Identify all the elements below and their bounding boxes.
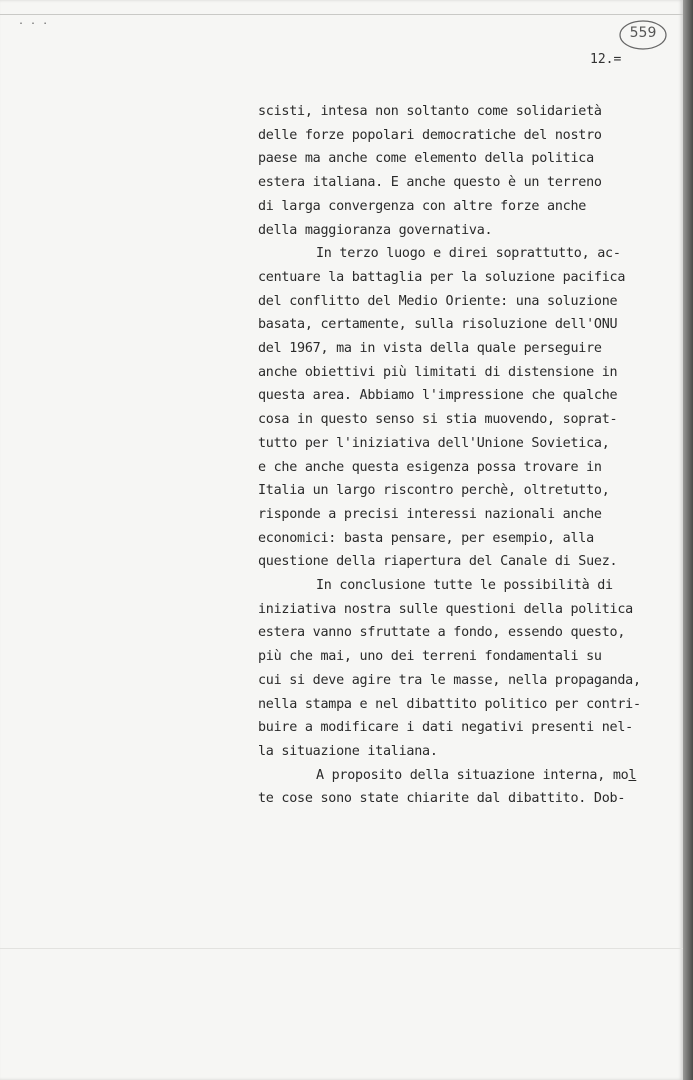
text-line-start: A proposito della situazione interna, mo — [316, 767, 629, 783]
text-line: delle forze popolari democratiche del nostro — [258, 127, 602, 143]
text-line: della maggioranza governativa. — [258, 222, 493, 238]
text-line: basata, certamente, sulla risoluzione dell'ONU — [258, 317, 618, 333]
page-edge-shadow — [683, 0, 693, 1080]
text-line: Italia un largo riscontro perchè, oltretutto, — [258, 483, 610, 499]
text-line: e che anche questa esigenza possa trovare in — [258, 459, 602, 475]
text-line: tutto per l'iniziativa dell'Unione Sovietica, — [258, 435, 610, 451]
bottom-rule — [0, 948, 683, 949]
body-text — [258, 100, 678, 811]
text-line: cosa in questo senso si stia muovendo, soprat- — [258, 412, 618, 428]
archive-number: 559 — [629, 25, 657, 41]
text-line: paese ma anche come elemento della politica — [258, 151, 594, 167]
text-line: più che mai, uno dei terreni fondamentali su — [258, 649, 602, 665]
text-line: di larga convergenza con altre forze anche — [258, 198, 587, 214]
text-line: anche obiettivi più limitati di distensione in — [258, 364, 618, 380]
text-line — [258, 764, 678, 788]
text-line: questione della riapertura del Canale di Suez. — [258, 554, 618, 570]
text-line: la situazione italiana. — [258, 743, 438, 759]
text-line: buire a modificare i dati negativi presenti nel- — [258, 720, 633, 736]
text-line: del conflitto del Medio Oriente: una soluzione — [258, 293, 618, 309]
text-line: In conclusione tutte le possibilità di — [316, 578, 613, 594]
archive-stamp — [618, 18, 668, 52]
text-line: estera italiana. E anche questo è un terreno — [258, 175, 602, 191]
text-line: nella stampa e nel dibattito politico per contri- — [258, 696, 641, 712]
text-line: del 1967, ma in vista della quale perseguire — [258, 341, 602, 357]
text-line: questa area. Abbiamo l'impressione che qualche — [258, 388, 618, 404]
text-line: In terzo luogo e direi soprattutto, ac- — [316, 246, 621, 262]
text-line: centuare la battaglia per la soluzione pacifica — [258, 269, 626, 285]
top-rule — [0, 14, 683, 15]
text-line: te cose sono state chiarite dal dibattito. Dob- — [258, 791, 626, 807]
text-line: cui si deve agire tra le masse, nella propaganda, — [258, 672, 641, 688]
underlined-letter: l — [628, 767, 637, 783]
text-line: economici: basta pensare, per esempio, alla — [258, 530, 594, 546]
text-line: iniziativa nostra sulle questioni della politica — [258, 601, 633, 617]
corner-marks: . . . — [18, 16, 49, 27]
text-line: risponde a precisi interessi nazionali anche — [258, 506, 602, 522]
page-number: 12.= — [590, 52, 622, 67]
text-line: scisti, intesa non soltanto come solidarietà — [258, 104, 602, 119]
text-line: estera vanno sfruttate a fondo, essendo questo, — [258, 625, 626, 641]
